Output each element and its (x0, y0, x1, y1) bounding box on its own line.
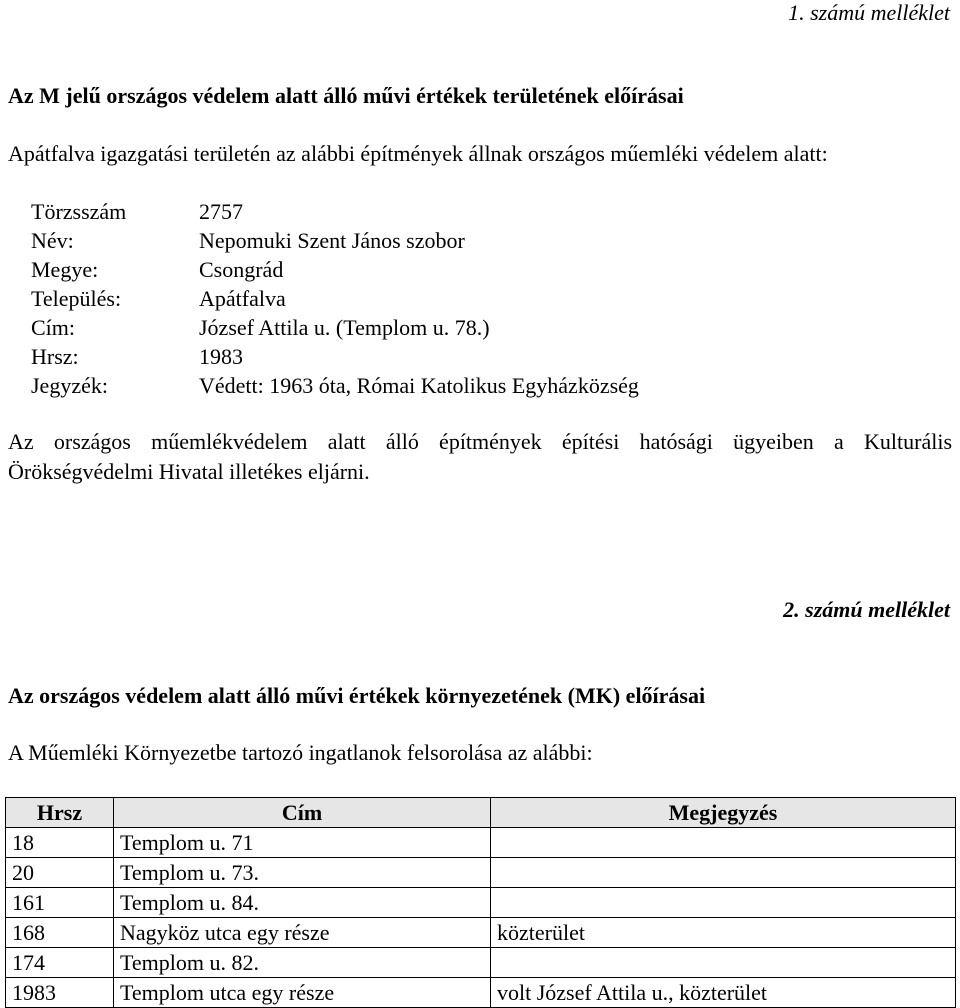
field-label-telepules: Település: (31, 286, 122, 311)
field-value-telepules: Apátfalva (199, 286, 286, 311)
cell-megjegyzes (491, 888, 956, 918)
cell-cim: Templom u. 82. (114, 948, 491, 978)
section-2-intro: A Műemléki Környezetbe tartozó ingatlanok felsorolása az alábbi: (8, 740, 593, 765)
cell-cim: Templom utca egy része (114, 978, 491, 1008)
property-table (5, 797, 956, 1008)
section-2-title: Az országos védelem alatt álló művi értékek környezetének (MK) előírásai (8, 683, 706, 708)
cell-hrsz: 1983 (6, 978, 114, 1008)
cell-cim: Nagyköz utca egy része (114, 918, 491, 948)
cell-cim: Templom u. 73. (114, 858, 491, 888)
field-label-hrsz: Hrsz: (31, 344, 79, 369)
section-1-paragraph (8, 427, 952, 487)
field-label-jegyzek: Jegyzék: (31, 373, 108, 398)
field-value-jegyzek: Védett: 1963 óta, Római Katolikus Egyházközség (199, 373, 639, 398)
cell-hrsz: 161 (6, 888, 114, 918)
annex-2-label: 2. számú melléklet (783, 597, 950, 622)
section-1-title: Az M jelű országos védelem alatt álló művi értékek területének előírásai (8, 83, 684, 108)
table-row (6, 828, 956, 858)
table-row (6, 978, 956, 1008)
field-value-cim: József Attila u. (Templom u. 78.) (199, 315, 490, 340)
field-value-nev: Nepomuki Szent János szobor (199, 228, 465, 253)
cell-megjegyzes (491, 948, 956, 978)
cell-cim: Templom u. 84. (114, 888, 491, 918)
cell-megjegyzes (491, 858, 956, 888)
table-row (6, 858, 956, 888)
paragraph-text: Az országos műemlékvédelem alatt álló építmények építési hatósági ügyeiben a Kulturális Örökségvédelmi Hivatal illetékes eljárni. (8, 429, 952, 484)
field-value-megye: Csongrád (199, 257, 284, 282)
field-value-torzsszam: 2757 (199, 199, 243, 224)
cell-megjegyzes: volt József Attila u., közterület (491, 978, 956, 1008)
field-label-nev: Név: (31, 228, 74, 253)
table-header-row (6, 798, 956, 828)
annex-1-label: 1. számú melléklet (788, 0, 950, 25)
table-row (6, 948, 956, 978)
cell-hrsz: 18 (6, 828, 114, 858)
cell-megjegyzes (491, 828, 956, 858)
field-value-hrsz: 1983 (199, 344, 243, 369)
field-label-cim: Cím: (31, 315, 76, 340)
header-hrsz: Hrsz (6, 798, 114, 828)
field-label-torzsszam: Törzsszám (31, 199, 127, 224)
cell-hrsz: 168 (6, 918, 114, 948)
cell-megjegyzes: közterület (491, 918, 956, 948)
header-megjegyzes: Megjegyzés (491, 798, 956, 828)
table-row (6, 918, 956, 948)
table-row (6, 888, 956, 918)
cell-hrsz: 20 (6, 858, 114, 888)
section-1-intro: Apátfalva igazgatási területén az alábbi építmények állnak országos műemléki védelem alatt: (8, 141, 828, 166)
cell-hrsz: 174 (6, 948, 114, 978)
header-cim: Cím (114, 798, 491, 828)
field-label-megye: Megye: (31, 257, 99, 282)
cell-cim: Templom u. 71 (114, 828, 491, 858)
